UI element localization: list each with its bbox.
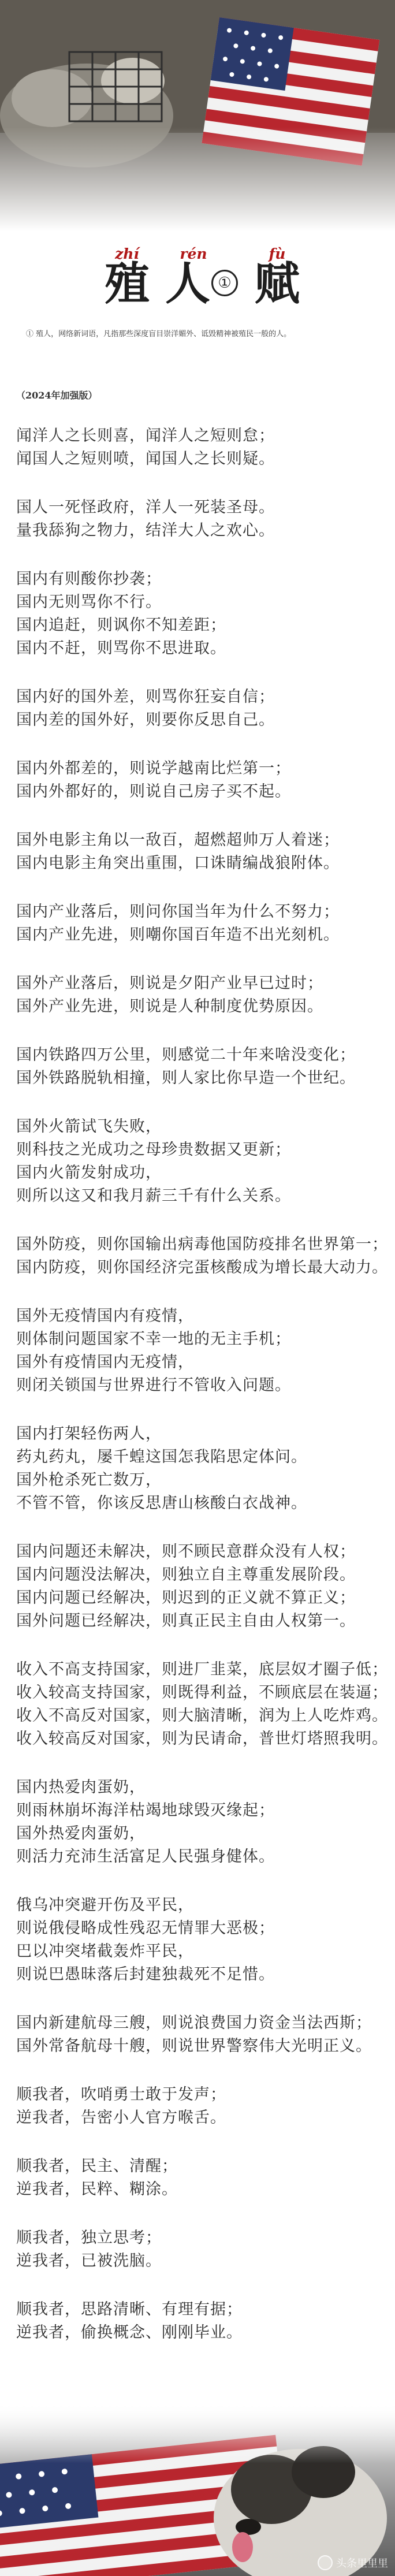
stanza [16,1305,386,1397]
poem-line: 国内不赶，则骂你不思进取。 [16,639,226,657]
stanza [16,1233,386,1279]
title-block [0,245,395,344]
poem-line: 逆我者，偷换概念、刚刚毕业。 [16,2324,243,2342]
bottom-photo [0,2403,395,2576]
poem-line: 则雨林崩坏海洋枯竭地球毁灭缘起； [16,1801,275,1819]
dog-flag-illustration [0,2403,395,2576]
poem-line: 逆我者，民粹、糊涂。 [16,2180,178,2198]
poem-line: 俄乌冲突避开伤及平民， [16,1896,194,1914]
stanza [16,2227,386,2273]
poem-line: 国内好的国外差，则骂你狂妄自信； [16,688,275,706]
poem-line: 国外火箭试飞失败， [16,1118,162,1136]
poem-line: 国外铁路脱轨相撞，则人家比你早造一个世纪。 [16,1069,356,1087]
top-photo [0,0,395,231]
poem-line: 闻洋人之长则喜，闻洋人之短则怠； [16,427,275,445]
stanza [16,1115,386,1208]
stanza [16,900,386,947]
stanza [16,2012,386,2058]
watermark-logo-icon [318,2555,333,2570]
poem-line: 收入不高反对国家，则大脑清晰，润为上人吃炸鸡。 [16,1707,388,1725]
poem-line: 则活力充沛生活富足人民强身健体。 [16,1848,275,1866]
poem-line: 国内防疫，则你国经济完蛋核酸成为增长最大动力。 [16,1259,388,1276]
stanza [16,2083,386,2130]
poem-line: 国内差的国外好，则要你反思自己。 [16,711,275,729]
poem-line: 收入较高支持国家，则既得利益，不顾底层在装逼； [16,1684,388,1702]
flag-cart-illustration [0,0,395,231]
poem-line: 逆我者，已被洗脑。 [16,2252,162,2270]
poem-line: 顺我者，独立思考； [16,2229,162,2247]
poem-line: 国内火箭发射成功， [16,1164,162,1182]
poem-line: 则说巴愚昧落后封建独裁死不足惜。 [16,1965,275,1983]
poem-line: 国外问题已经解决，则真正民主自由人权第一。 [16,1612,356,1630]
stanza [16,1423,386,1515]
stanza [16,1540,386,1633]
poem-line: 国内产业先进，则嘲你国百年造不出光刻机。 [16,926,340,944]
poem-line: 则闭关锁国与世界进行不管收入问题。 [16,1376,291,1394]
edition-label: （2024年加强版） [16,390,98,401]
stanza [16,2155,386,2201]
poem-line: 国外有疫情国内无疫情， [16,1353,194,1371]
poem-line: 巴以冲突堵截轰炸平民， [16,1942,194,1960]
poem-line: 国内打架轻伤两人， [16,1425,162,1443]
poem-line: 国内无则骂你不行。 [16,593,162,611]
poem-line: 国外无疫情国内有疫情， [16,1307,194,1325]
poem-line: 国内有则酸你抄袭； [16,570,162,588]
poem-line: 国外热爱肉蛋奶， [16,1825,146,1842]
poem-line: 国内电影主角突出重围，口诛睛编战狼附体。 [16,854,340,872]
poem-line: 闻国人之短则喷，闻国人之长则疑。 [16,450,275,468]
poem-line: 国内铁路四万公里，则感觉二十年来啥没变化； [16,1046,356,1064]
poem-line: 国内问题还未解决，则不顾民意群众没有人权； [16,1543,356,1561]
footnote: ① 殖人，网络新词语，凡指那些深度盲目崇洋媚外、诋毁精神被殖民一般的人。 [26,330,292,338]
stanza [16,1044,386,1090]
poem-line: 国内外都好的，则说自己房子买不起。 [16,783,291,801]
poem-line: 国外产业落后，则说是夕阳产业早已过时； [16,974,323,992]
stanza [16,2298,386,2344]
pinyin-2: rén [180,245,207,262]
stanza [16,496,386,542]
poem-line: 国内问题已经解决，则迟到的正义就不算正义； [16,1589,356,1607]
poem-line: 则所以这又和我月薪三千有什么关系。 [16,1187,291,1205]
poem-line: 国外常备航母十艘，则说世界警察伟大光明正义。 [16,2037,372,2055]
poem-line: 量我舔狗之物力，结洋大人之欢心。 [16,522,275,539]
poem-line: 则体制问题国家不幸一地的无主手机； [16,1330,291,1348]
pinyin-3: fù [269,245,286,262]
poem-line: 药丸药丸，屡千蝗这国怎我陷思定体问。 [16,1448,307,1466]
watermark [318,2555,388,2570]
poem-line: 则科技之光成功之母珍贵数据又更新； [16,1141,291,1159]
poem-line: 国外枪杀死亡数万， [16,1471,162,1489]
title-footnote-mark: ① [211,270,238,296]
poem-line: 国内追赶，则讽你不知差距； [16,616,226,634]
poem-line: 顺我者，思路清晰、有理有据； [16,2300,243,2318]
stanza [16,829,386,875]
poem-line: 顺我者，吹哨勇士敢于发声； [16,2086,226,2104]
poem-line: 国人一死怪政府，洋人一死装圣母。 [16,498,275,516]
poem-line: 国外产业先进，则说是人种制度优势原因。 [16,997,323,1015]
poem-line: 国内热爱肉蛋奶， [16,1778,146,1796]
poem-line: 不管不管，你该反思唐山核酸白衣战神。 [16,1494,307,1512]
poem-line: 国外防疫，则你国输出病毒他国防疫排名世界第一； [16,1235,388,1253]
stanza [16,757,386,803]
poem-line: 收入不高支持国家，则进厂韭菜，底层奴才圈子低； [16,1661,388,1678]
stanza [16,568,386,660]
poem-line: 收入较高反对国家，则为民请命，普世灯塔照我明。 [16,1730,388,1748]
poem-line: 顺我者，民主、清醒； [16,2157,178,2175]
poem-line: 国内产业落后，则问你国当年为什么不努力； [16,903,340,921]
pinyin-1: zhí [115,245,139,262]
stanza [16,686,386,732]
title-char-3: 赋 [254,258,300,310]
poem-line: 则说俄侵略成性残忍无情罪大恶极； [16,1919,275,1937]
poem-line: 逆我者，告密小人官方喉舌。 [16,2109,226,2127]
title-char-1: 殖 [104,258,150,310]
poem-line: 国内外都差的，则说学越南比烂第一； [16,760,291,777]
poem-line: 国外电影主角以一敌百，超燃超帅万人着迷； [16,831,340,849]
stanza [16,425,386,471]
stanza [16,1658,386,1751]
stanza [16,1894,386,1986]
stanza [16,1776,386,1868]
poem-line: 国内问题没法解决，则独立自主尊重发展阶段。 [16,1566,356,1584]
title-char-2: 人 [165,258,210,310]
watermark-text: 头条里里里 [336,2558,388,2570]
poem-line: 国内新建航母三艘，则说浪费国力资金当法西斯； [16,2014,372,2032]
stanza [16,972,386,1018]
